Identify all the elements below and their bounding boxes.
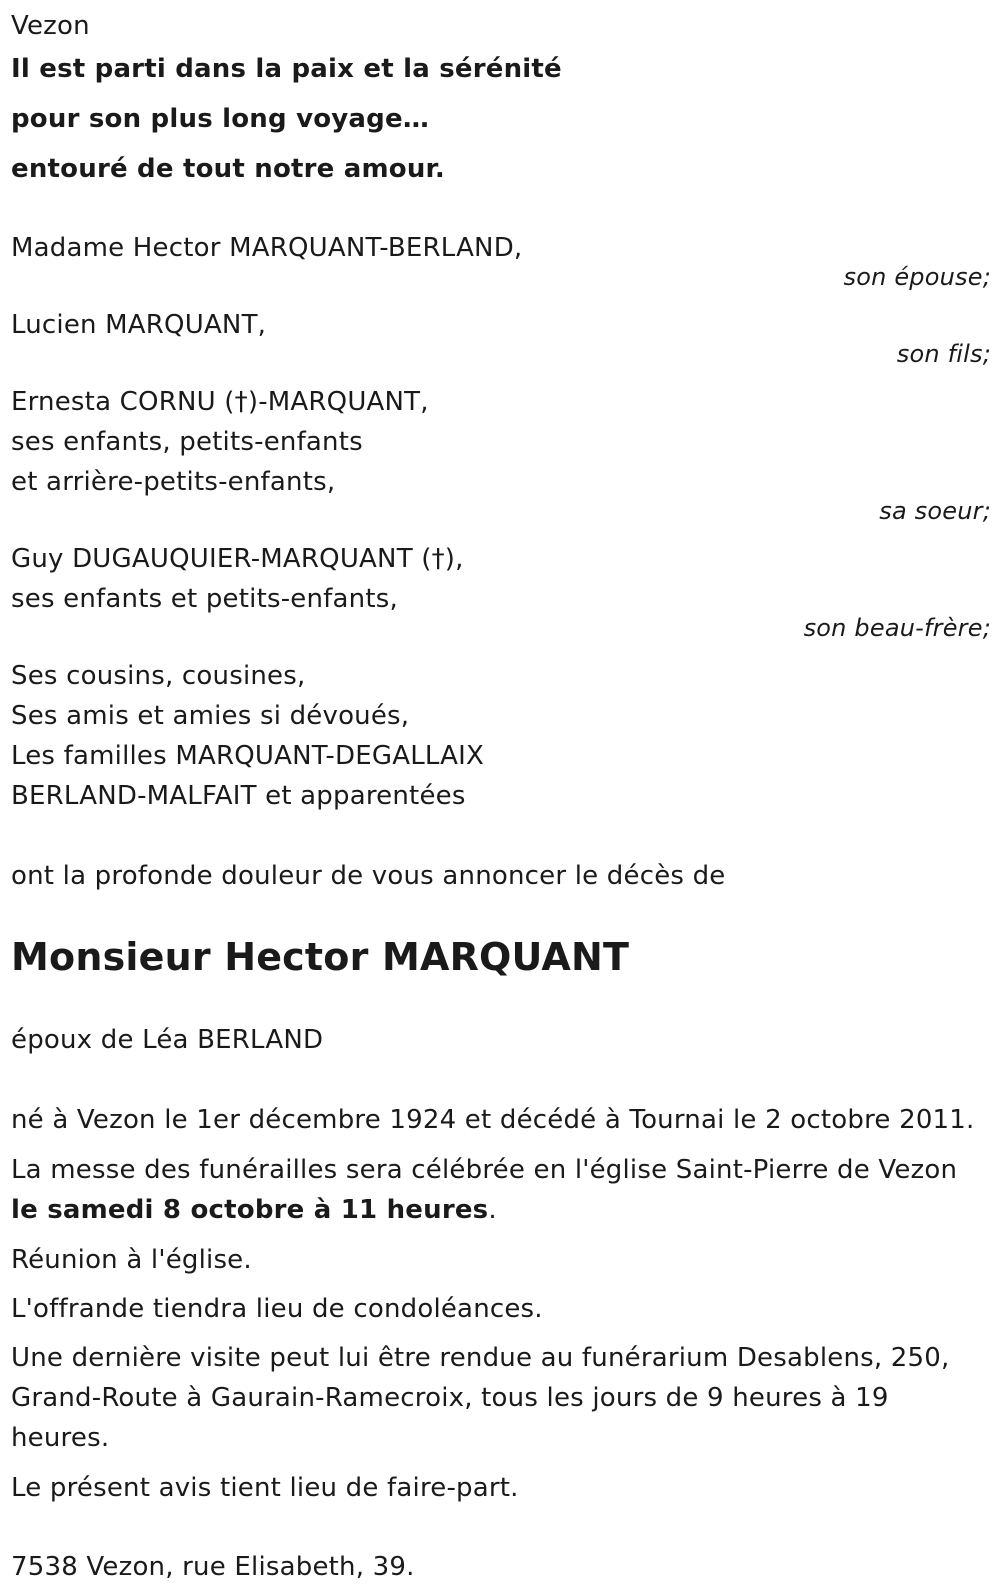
offering-line: L'offrande tiendra lieu de condoléances. [11, 1294, 543, 1324]
address-line: 7538 Vezon, rue Elisabeth, 39. [11, 1552, 415, 1582]
relation-label: son fils; [896, 340, 991, 368]
family-member-line: Ernesta CORNU (†)-MARQUANT, [11, 387, 429, 417]
other-relatives [11, 656, 991, 816]
family-member-line: ses enfants, petits-enfants [11, 427, 363, 457]
funeral-date: le samedi 8 octobre à 11 heures [11, 1195, 489, 1225]
spouse-line: époux de Léa BERLAND [11, 1025, 324, 1055]
family-member-brother-in-law [11, 539, 991, 640]
family-member-line: Guy DUGAUQUIER-MARQUANT (†), [11, 544, 464, 574]
relatives-line: Ses amis et amies si dévoués, [11, 701, 410, 731]
meeting-line: Réunion à l'église. [11, 1245, 252, 1275]
relation-label: son beau-frère; [803, 614, 991, 642]
birth-death-line: né à Vezon le 1er décembre 1924 et décédé à Tournai le 2 octobre 2011. [11, 1105, 975, 1135]
family-list [11, 228, 991, 816]
relatives-line: Ses cousins, cousines, [11, 661, 306, 691]
funeral-end: . [488, 1195, 497, 1225]
announcement-text: ont la profonde douleur de vous annoncer le décès de [11, 861, 726, 891]
family-member-line: et arrière-petits-enfants, [11, 467, 336, 497]
intro-verse [11, 44, 991, 194]
deceased-name: Monsieur Hector MARQUANT [11, 935, 630, 979]
relation-label: son épouse; [843, 263, 991, 291]
funeral-paragraph [11, 1150, 991, 1230]
intro-line: entouré de tout notre amour. [11, 154, 445, 184]
funeral-text: La messe des funérailles sera célébrée en l'église Saint-Pierre de Vezon [11, 1155, 958, 1185]
visit-paragraph: Une dernière visite peut lui être rendue au funérarium Desablens, 250, Grand-Route à Gaurain-Ramecroix, tous les jours de 9 heures à 19 heures. [11, 1343, 950, 1453]
relation-label: sa soeur; [879, 497, 991, 525]
family-member-line: Lucien MARQUANT, [11, 310, 267, 340]
family-member-line: Madame Hector MARQUANT-BERLAND, [11, 233, 523, 263]
village-heading: Vezon [11, 11, 90, 41]
intro-line: Il est parti dans la paix et la sérénité [11, 54, 562, 84]
family-member-sister [11, 382, 991, 523]
intro-line: pour son plus long voyage… [11, 104, 430, 134]
notice-line: Le présent avis tient lieu de faire-part. [11, 1473, 519, 1503]
family-member-spouse [11, 228, 991, 289]
obituary-notice [11, 8, 991, 1587]
family-member-son [11, 305, 991, 366]
relatives-line: BERLAND-MALFAIT et apparentées [11, 781, 466, 811]
relatives-line: Les familles MARQUANT-DEGALLAIX [11, 741, 485, 771]
family-member-line: ses enfants et petits-enfants, [11, 584, 398, 614]
